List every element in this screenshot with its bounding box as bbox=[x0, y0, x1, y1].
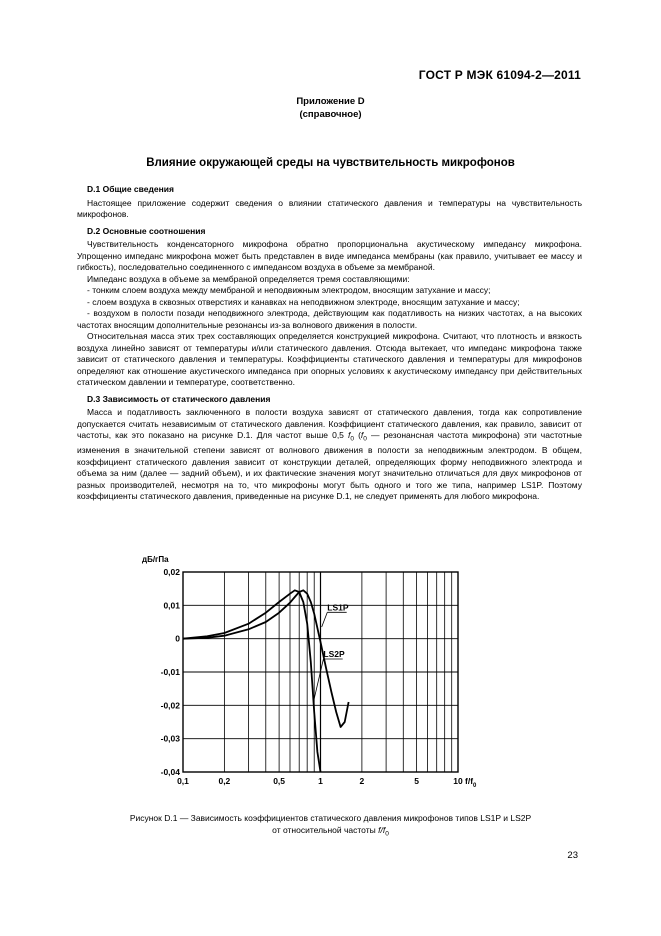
legend-label-ls2p: LS2P bbox=[323, 649, 345, 659]
page-number: 23 bbox=[567, 850, 578, 861]
x-tick-label: 0,5 bbox=[273, 776, 286, 786]
paragraph-d3 bbox=[77, 407, 582, 503]
y-axis-label: дБ/гПа bbox=[142, 555, 169, 564]
legend-label-ls1p: LS1P bbox=[327, 602, 349, 613]
main-title: Влияние окружающей среды на чувствительность микрофонов bbox=[146, 157, 515, 169]
section-heading-d3: D.3 Зависимость от статического давления bbox=[87, 393, 271, 404]
figure-d1-chart bbox=[140, 550, 485, 795]
caption-line-1: Рисунок D.1 — Зависимость коэффициентов статического давления микрофонов типов LS1P и LS2P bbox=[129, 813, 532, 823]
symbol-f: f bbox=[347, 430, 351, 440]
text-run: — резонансная частота микрофона) эти частотные изменения в значительной степени зависят от волнового движения в полости за неподвижным электродом. В общем, коэффициент статического давления зависит от конструкции деталей, определяющих форму неподвижного электрода и объема за ним (далее — задний объем), и их фактические значения могут значительно отличаться для двух микрофонов от разных производителей, несмотря на то, что микрофоны могут быть одного и того же типа, например LS1P. Поэтому коэффициенты статического давления, приведенные на рисунке D.1, не следует применять для любого микрофона. bbox=[77, 430, 582, 502]
x-tick-label: 5 bbox=[414, 776, 419, 786]
y-tick-label: 0,01 bbox=[163, 600, 180, 611]
list-item: - тонким слоем воздуха между мембраной и неподвижным электродом, вносящим затухание и массу; bbox=[87, 285, 491, 295]
symbol-sub: 0 bbox=[350, 435, 354, 443]
appendix-title: Приложение D bbox=[296, 96, 365, 107]
y-tick-label: -0,02 bbox=[160, 700, 180, 711]
paragraph: Относительная масса этих трех составляющих определяется конструкцией микрофона. Считают, что плотность и вязкость воздуха линейно зависят от температуры и/или статического давления. Отсюда вытекает, что импеданс микрофона также зависит от статического давления и температуры. Коэффициенты статического давления и температуры для микрофонов определяют как отношение акустического импеданса при опорных условиях к акустическому импедансу при действительных статическом давлении и температуре, соответственно. bbox=[77, 331, 582, 387]
y-tick-label: -0,04 bbox=[160, 767, 180, 777]
caption-prefix: от относительной частоты bbox=[272, 825, 379, 835]
list-item: - воздухом в полости позади неподвижного электрода, действующим как податливость на низких частотах, а на высоких частотах вносящим дополнительные резонансы из-за волнового движения в полости. bbox=[77, 308, 582, 330]
legend-leader-ls2p bbox=[314, 659, 323, 699]
x-axis-label-main: f/f bbox=[465, 776, 474, 786]
legend-leader-ls1p bbox=[322, 612, 328, 627]
appendix-kind: (справочное) bbox=[299, 109, 362, 120]
chart-legend bbox=[314, 602, 349, 698]
paragraph: Импеданс воздуха в объеме за мембраной определяется тремя составляющими: bbox=[87, 273, 410, 284]
text-run: Масса и податливость заключенного в полости воздуха зависят от статического давления, тогда как сопротивление допускается считать независимым от статического давления. Коэффициент статического давления, как правило, зависит от частоты, как это показано на рисунке D.1. Для частот выше 0,5 bbox=[77, 407, 582, 440]
x-tick-label: 0,1 bbox=[177, 776, 189, 786]
series-line-ls2p bbox=[183, 590, 321, 772]
symbol-f: f bbox=[360, 430, 364, 440]
x-axis-label bbox=[465, 776, 477, 789]
caption-line-2 bbox=[0, 824, 661, 841]
standard-header: ГОСТ Р МЭК 61094-2—2011 bbox=[418, 68, 581, 82]
paragraph: Настоящее приложение содержит сведения о влиянии статического давления и температуры на чувствительность микрофонов. bbox=[77, 197, 582, 219]
x-tick-label: 0,2 bbox=[218, 776, 231, 786]
x-tick-label: 10 bbox=[453, 776, 463, 786]
section-heading-d2: D.2 Основные соотношения bbox=[87, 225, 206, 236]
body-text bbox=[77, 184, 582, 503]
symbol-sub: 0 bbox=[363, 435, 367, 443]
paragraph: Чувствительность конденсаторного микрофона обратно пропорциональна акустическому импедансу микрофона. Упрощенно импеданс микрофона может быть представлен в виде импеданса мембраны (как правило, учитывает ее массу и гибкость), последовательно соединенного с импедансом воздуха в объеме за мембраной. bbox=[77, 239, 582, 272]
y-tick-label: -0,03 bbox=[160, 733, 180, 744]
text-run: ( bbox=[358, 430, 361, 440]
section-heading-d1: D.1 Общие сведения bbox=[87, 184, 174, 194]
y-tick-label: 0 bbox=[175, 633, 180, 644]
y-tick-label: -0,01 bbox=[160, 667, 180, 677]
caption-subscript: 0 bbox=[385, 830, 389, 838]
x-tick-label: 1 bbox=[318, 776, 323, 786]
caption-symbol: f/f bbox=[378, 825, 386, 835]
x-axis-label-sub: 0 bbox=[473, 783, 477, 789]
y-tick-label: 0,02 bbox=[163, 567, 180, 577]
list-item: - слоем воздуха в сквозных отверстиях и канавках на неподвижном электроде, вносящим затухание и массу; bbox=[87, 296, 520, 307]
figure-caption bbox=[0, 812, 661, 841]
x-tick-label: 2 bbox=[359, 776, 365, 786]
